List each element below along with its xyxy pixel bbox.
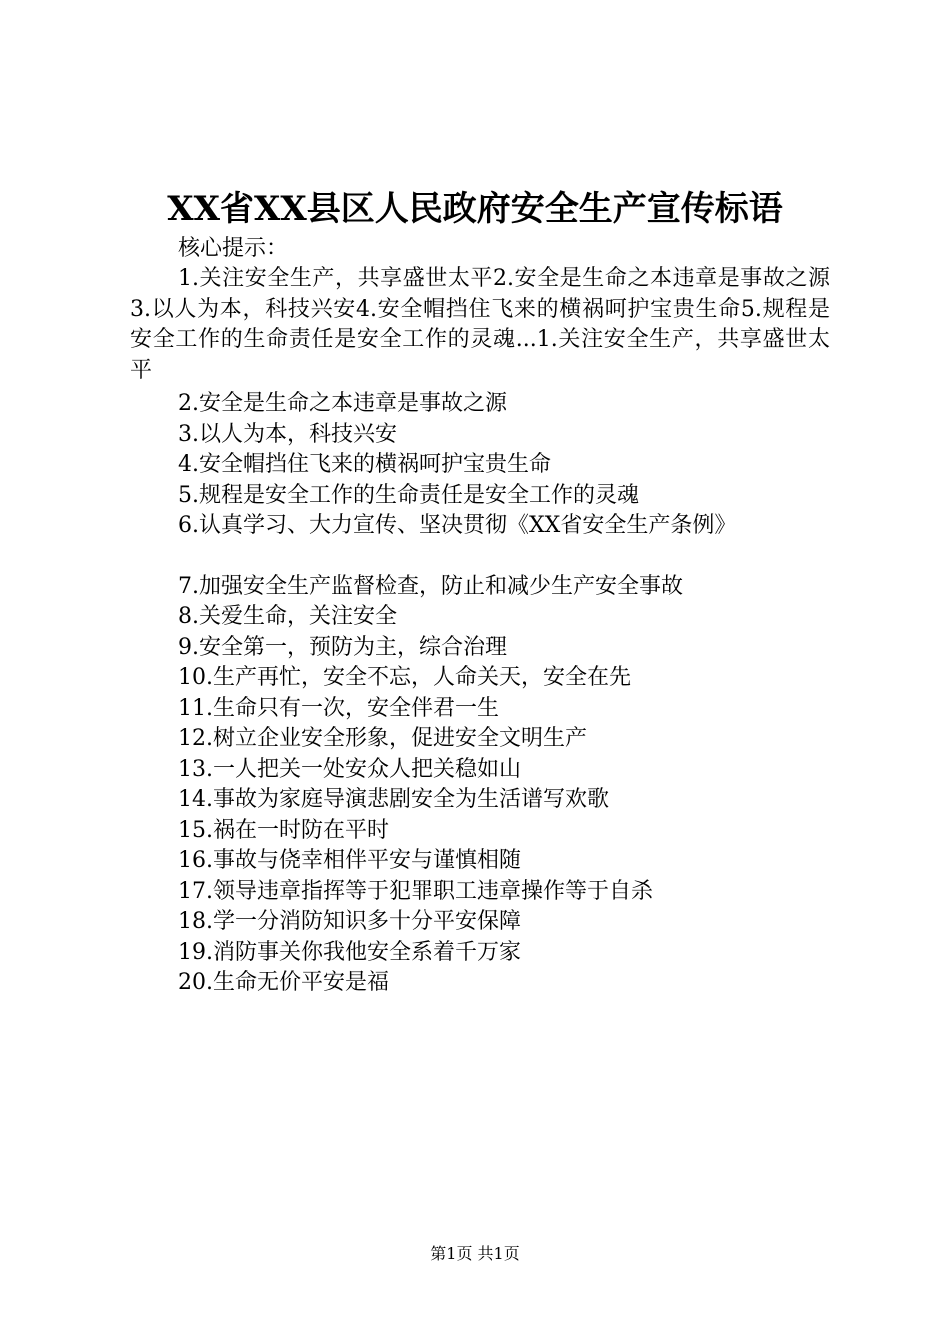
slogan-list bbox=[178, 389, 736, 999]
summary-paragraph: 1.关注安全生产，共享盛世太平2.安全是生命之本违章是事故之源3.以人为本，科技兴安4.安全帽挡住飞来的横祸呵护宝贵生命5.规程是安全工作的生命责任是安全工作的灵魂...1.关注安全生产，共享盛世太平 bbox=[130, 266, 830, 383]
page-footer: 第1页 共1页 bbox=[430, 1244, 520, 1263]
list-item: 2.安全是生命之本违章是事故之源 bbox=[178, 391, 507, 416]
list-item: 10.生产再忙，安全不忘，人命关天，安全在先 bbox=[178, 665, 631, 690]
list-item: 5.规程是安全工作的生命责任是安全工作的灵魂 bbox=[178, 482, 639, 508]
list-item: 14.事故为家庭导演悲剧安全为生活谱写欢歌 bbox=[178, 787, 609, 812]
list-item: 4.安全帽挡住飞来的横祸呵护宝贵生命 bbox=[178, 452, 551, 477]
list-item: 12.树立企业安全形象，促进安全文明生产 bbox=[178, 726, 587, 751]
list-item: 15.祸在一时防在平时 bbox=[178, 817, 389, 843]
list-item: 11.生命只有一次，安全伴君一生 bbox=[178, 695, 499, 721]
list-item: 9.安全第一，预防为主，综合治理 bbox=[178, 634, 507, 660]
list-item: 18.学一分消防知识多十分平安保障 bbox=[178, 909, 521, 934]
list-item: 7.加强安全生产监督检查，防止和减少生产安全事故 bbox=[178, 573, 683, 599]
list-item: 19.消防事关你我他安全系着千万家 bbox=[178, 939, 521, 965]
list-item: 20.生命无价平安是福 bbox=[178, 970, 389, 995]
list-item: 17.领导违章指挥等于犯罪职工违章操作等于自杀 bbox=[178, 878, 653, 904]
list-item: 6.认真学习、大力宣传、坚决贯彻《XX省安全生产条例》 bbox=[178, 513, 737, 538]
list-item: 8.关爱生命，关注安全 bbox=[178, 604, 397, 629]
list-item: 16.事故与侥幸相伴平安与谨慎相随 bbox=[178, 848, 521, 873]
core-hint-label: 核心提示： bbox=[178, 236, 289, 261]
document-title: XX省XX县区人民政府安全生产宣传标语 bbox=[167, 189, 783, 229]
list-item: 13.一人把关一处安众人把关稳如山 bbox=[178, 756, 521, 782]
list-item: 3.以人为本，科技兴安 bbox=[178, 421, 397, 447]
